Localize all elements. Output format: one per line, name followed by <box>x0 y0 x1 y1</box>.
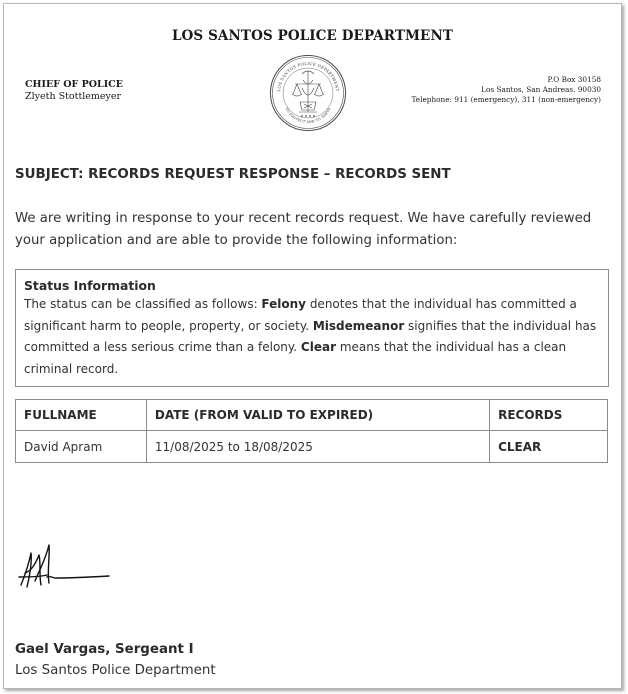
status-heading: Status Information <box>24 278 156 293</box>
intro-paragraph: We are writing in response to your recent records request. We have carefully reviewed your application and are able to provide the following information: <box>15 211 592 248</box>
seal-bottom-text: TO PROTECT AND TO SERVE <box>284 107 332 125</box>
chief-title: CHIEF OF POLICE <box>25 79 123 90</box>
status-description <box>24 294 600 380</box>
records-table <box>15 399 608 463</box>
status-text-4: means that the individual has a clean criminal record. <box>24 340 567 376</box>
subject-line: SUBJECT: RECORDS REQUEST RESPONSE – RECORDS SENT <box>15 167 451 182</box>
cell-records-status: CLEAR <box>490 431 608 463</box>
column-header-date: DATE (FROM VALID TO EXPIRED) <box>146 400 489 431</box>
department-address <box>412 75 602 105</box>
clear-term: Clear <box>300 340 336 354</box>
table-row <box>16 431 608 463</box>
address-telephone: Telephone: 911 (emergency), 311 (non-emergency) <box>411 95 601 104</box>
cell-date-range: 11/08/2025 to 18/08/2025 <box>146 431 489 463</box>
address-po-box: P.O Box 30158 <box>547 75 601 84</box>
seal-top-text: LOS SANTOS POLICE DEPARTMENT <box>276 60 340 92</box>
status-text-1: The status can be classified as follows: <box>24 297 262 311</box>
table-header-row <box>16 400 608 431</box>
department-title: LOS SANTOS POLICE DEPARTMENT <box>171 28 454 44</box>
misdemeanor-term: Misdemeanor <box>312 318 405 333</box>
felony-term: Felony <box>261 297 306 311</box>
signatory-name: Gael Vargas, Sergeant I <box>15 642 194 657</box>
chief-name: Zlyeth Stottlemeyer <box>25 91 122 102</box>
handwritten-signature <box>17 541 113 593</box>
cell-fullname: David Apram <box>16 431 147 463</box>
column-header-fullname: FULLNAME <box>16 400 147 431</box>
column-header-records: RECORDS <box>490 400 608 431</box>
status-text-3: signifies that the individual has committed a less serious crime than a felony. <box>24 318 597 354</box>
chief-of-police-block <box>25 79 123 103</box>
letter-page <box>3 3 622 689</box>
signatory-department: Los Santos Police Department <box>15 663 216 678</box>
status-information-box <box>15 269 609 387</box>
status-text-2: denotes that the individual has committed a significant harm to people, property, or society. <box>24 297 577 333</box>
address-city: Los Santos, San Andreas. 90030 <box>481 85 601 94</box>
department-seal-icon <box>269 54 347 132</box>
